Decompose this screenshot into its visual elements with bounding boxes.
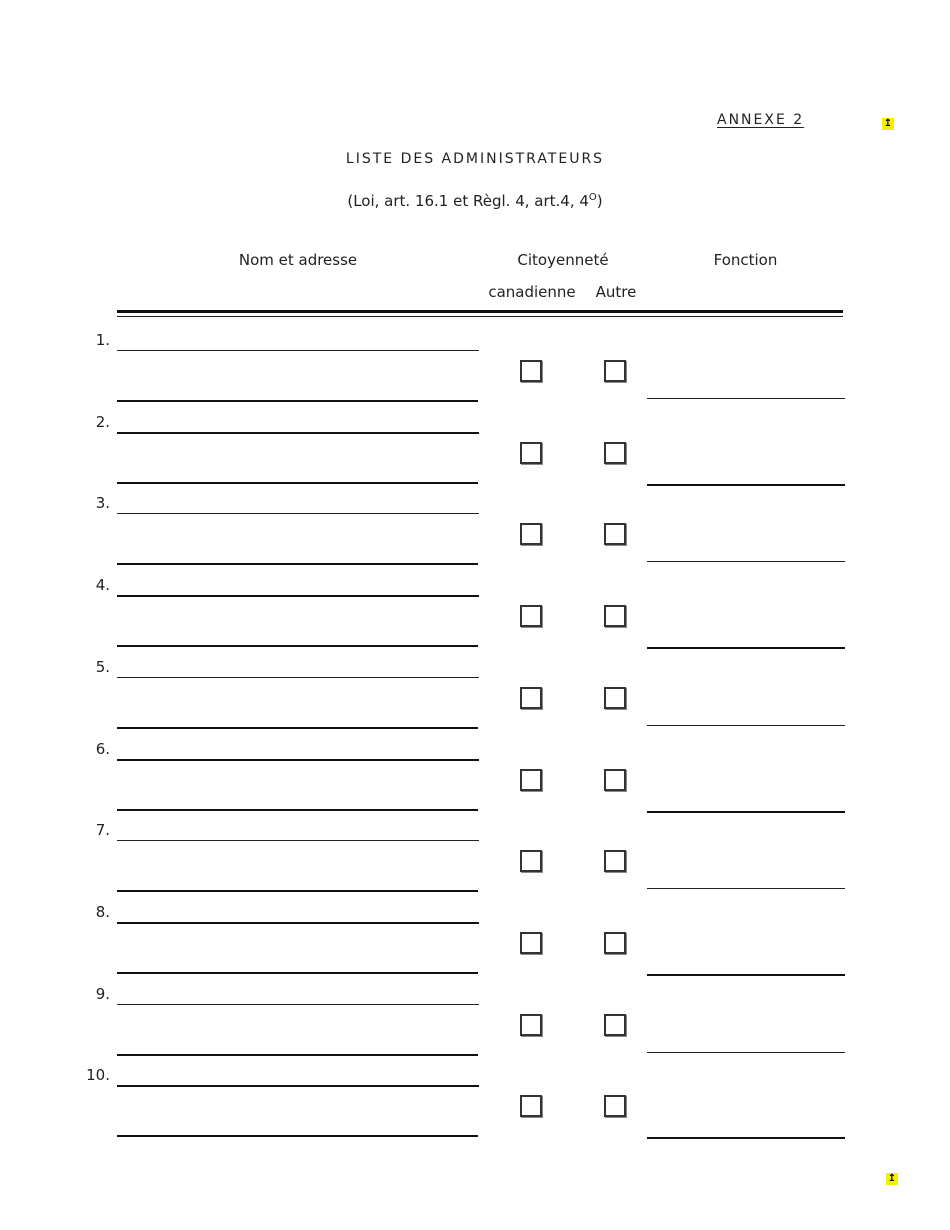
function-input-line[interactable] — [647, 398, 845, 399]
function-input-line[interactable] — [647, 888, 845, 889]
name-input-line[interactable] — [117, 759, 479, 761]
page-title: LISTE DES ADMINISTRATEURS — [345, 151, 605, 167]
row-number: 6. — [95, 740, 110, 758]
address-input-line[interactable] — [117, 1135, 478, 1137]
other-checkbox[interactable] — [604, 687, 626, 709]
name-input-line[interactable] — [117, 1085, 479, 1087]
canadian-checkbox[interactable] — [520, 850, 542, 872]
address-input-line[interactable] — [117, 400, 478, 402]
column-header-citizenship: Citoyenneté — [517, 251, 609, 269]
canadian-checkbox[interactable] — [520, 360, 542, 382]
subtitle-text: (Loi, art. 16.1 et Règl. 4, art.4, 4 — [347, 192, 589, 210]
name-input-line[interactable] — [117, 677, 479, 678]
name-input-line[interactable] — [117, 840, 479, 841]
row-number: 7. — [95, 821, 110, 839]
other-checkbox[interactable] — [604, 360, 626, 382]
function-input-line[interactable] — [647, 1052, 845, 1053]
address-input-line[interactable] — [117, 809, 478, 811]
canadian-checkbox[interactable] — [520, 1014, 542, 1036]
column-header-canadian: canadienne — [488, 283, 576, 301]
header-rule-thin — [117, 316, 843, 317]
page-subtitle — [250, 192, 700, 210]
other-checkbox[interactable] — [604, 932, 626, 954]
subtitle-superscript: O — [588, 192, 597, 203]
row-number: 1. — [95, 331, 110, 349]
bookmark-arrow-icon[interactable]: ↥ — [883, 118, 893, 129]
subtitle-close: ) — [596, 192, 603, 210]
name-input-line[interactable] — [117, 595, 479, 597]
name-input-line[interactable] — [117, 350, 479, 351]
row-number: 2. — [95, 413, 110, 431]
other-checkbox[interactable] — [604, 523, 626, 545]
address-input-line[interactable] — [117, 727, 478, 729]
function-input-line[interactable] — [647, 725, 845, 726]
canadian-checkbox[interactable] — [520, 769, 542, 791]
address-input-line[interactable] — [117, 890, 478, 892]
other-checkbox[interactable] — [604, 442, 626, 464]
function-input-line[interactable] — [647, 1137, 845, 1139]
column-header-name-address: Nom et adresse — [238, 251, 358, 269]
row-number: 5. — [95, 658, 110, 676]
name-input-line[interactable] — [117, 513, 479, 514]
address-input-line[interactable] — [117, 645, 478, 647]
other-checkbox[interactable] — [604, 1095, 626, 1117]
other-checkbox[interactable] — [604, 769, 626, 791]
row-number: 8. — [95, 903, 110, 921]
column-header-other: Autre — [595, 283, 637, 301]
canadian-checkbox[interactable] — [520, 932, 542, 954]
function-input-line[interactable] — [647, 647, 845, 649]
function-input-line[interactable] — [647, 974, 845, 976]
row-number: 3. — [95, 494, 110, 512]
row-number: 10. — [86, 1066, 110, 1084]
name-input-line[interactable] — [117, 1004, 479, 1005]
row-number: 9. — [95, 985, 110, 1003]
address-input-line[interactable] — [117, 972, 478, 974]
header-rule-thick — [117, 310, 843, 313]
other-checkbox[interactable] — [604, 1014, 626, 1036]
address-input-line[interactable] — [117, 1054, 478, 1056]
canadian-checkbox[interactable] — [520, 442, 542, 464]
function-input-line[interactable] — [647, 484, 845, 486]
canadian-checkbox[interactable] — [520, 687, 542, 709]
name-input-line[interactable] — [117, 432, 479, 434]
function-input-line[interactable] — [647, 561, 845, 562]
address-input-line[interactable] — [117, 563, 478, 565]
canadian-checkbox[interactable] — [520, 605, 542, 627]
row-number: 4. — [95, 576, 110, 594]
function-input-line[interactable] — [647, 811, 845, 813]
name-input-line[interactable] — [117, 922, 479, 924]
other-checkbox[interactable] — [604, 850, 626, 872]
bookmark-arrow-icon[interactable]: ↥ — [887, 1173, 897, 1184]
canadian-checkbox[interactable] — [520, 1095, 542, 1117]
canadian-checkbox[interactable] — [520, 523, 542, 545]
annex-label: ANNEXE 2 — [717, 112, 805, 128]
column-header-function: Fonction — [713, 251, 778, 269]
address-input-line[interactable] — [117, 482, 478, 484]
other-checkbox[interactable] — [604, 605, 626, 627]
